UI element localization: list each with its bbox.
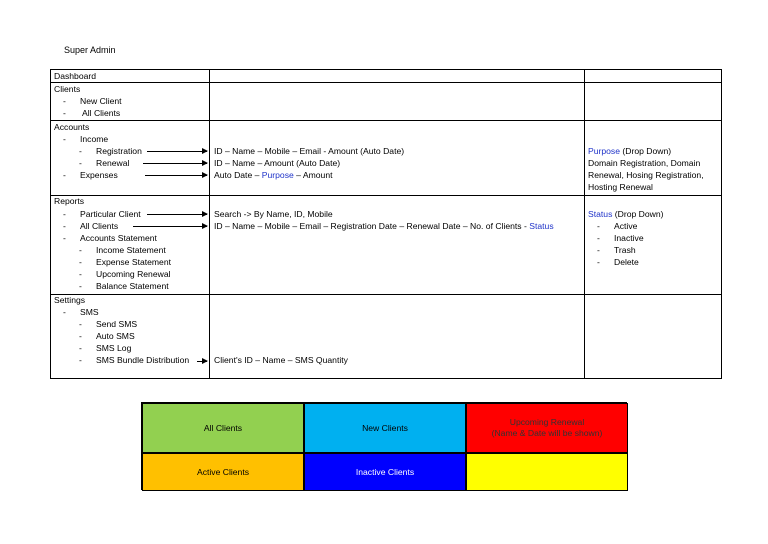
legend-new-clients (304, 403, 466, 453)
bullet: - (79, 245, 82, 255)
menu-particular-client[interactable]: Particular Client (80, 209, 141, 219)
legend-upcoming-renewal (466, 403, 628, 453)
menu-all-clients[interactable]: All Clients (82, 108, 121, 118)
bullet: - (63, 108, 66, 118)
color-legend (141, 402, 627, 490)
purpose-suffix: (Drop Down) (620, 146, 672, 156)
status-link[interactable]: Status (529, 221, 554, 231)
all-clients-prefix: ID – Name – Mobile – Email – Registration Date – Renewal Date – No. of Clients - (214, 221, 530, 231)
legend-inactive-clients (304, 453, 466, 491)
menu-upcoming-renewal[interactable]: Upcoming Renewal (96, 269, 171, 279)
row-divider (51, 195, 721, 196)
page-title: Super Admin (64, 45, 116, 55)
status-note (588, 208, 663, 220)
menu-sms-log[interactable]: SMS Log (96, 343, 132, 353)
column-divider (584, 70, 585, 378)
bullet: - (597, 245, 600, 255)
purpose-option-line: Domain Registration, Domain (588, 158, 701, 168)
bullet: - (63, 134, 66, 144)
row-divider (51, 82, 721, 83)
arrow-icon (197, 361, 207, 362)
bullet: - (79, 355, 82, 365)
purpose-word: Purpose (588, 146, 621, 156)
menu-clients[interactable]: Clients (54, 84, 81, 94)
sms-bundle-fields: Client's ID – Name – SMS Quantity (214, 355, 348, 365)
bullet: - (79, 146, 82, 156)
bullet: - (63, 233, 66, 243)
arrow-icon (147, 214, 207, 215)
purpose-note (588, 145, 671, 157)
status-word: Status (588, 209, 613, 219)
row-divider (51, 120, 721, 121)
expenses-fields (214, 169, 333, 181)
registration-fields: ID – Name – Mobile – Email - Amount (Auto Date) (214, 146, 405, 156)
status-option-delete: Delete (614, 257, 639, 267)
legend-all-clients-label: All Clients (203, 422, 243, 433)
bullet: - (79, 257, 82, 267)
menu-balance-statement[interactable]: Balance Statement (96, 281, 169, 291)
bullet: - (79, 269, 82, 279)
legend-inactive-clients-label: Inactive Clients (355, 466, 415, 477)
menu-accounts-statement[interactable]: Accounts Statement (80, 233, 157, 243)
menu-settings[interactable]: Settings (54, 295, 86, 305)
menu-sms[interactable]: SMS (80, 307, 99, 317)
row-divider (51, 294, 721, 295)
legend-new-clients-label: New Clients (362, 422, 408, 433)
legend-upcoming-renewal-note: (Name & Date will be shown) (491, 428, 603, 438)
menu-dashboard[interactable]: Dashboard (54, 71, 97, 81)
menu-accounts[interactable]: Accounts (54, 122, 90, 132)
purpose-option-line: Hosting Renewal (588, 182, 653, 192)
legend-all-clients (142, 403, 304, 453)
bullet: - (79, 158, 82, 168)
bullet: - (597, 221, 600, 231)
legend-active-clients-label: Active Clients (196, 466, 250, 477)
menu-renewal[interactable]: Renewal (96, 158, 130, 168)
menu-registration[interactable]: Registration (96, 146, 142, 156)
menu-expenses[interactable]: Expenses (80, 170, 118, 180)
bullet: - (597, 257, 600, 267)
bullet: - (63, 221, 66, 231)
menu-reports[interactable]: Reports (54, 196, 85, 206)
arrow-icon (147, 151, 207, 152)
menu-new-client[interactable]: New Client (80, 96, 122, 106)
legend-upcoming-renewal-label: Upcoming Renewal (509, 417, 585, 427)
menu-sms-bundle-distribution[interactable]: SMS Bundle Distribution (96, 355, 190, 365)
status-option-active: Active (614, 221, 638, 231)
bullet: - (63, 307, 66, 317)
renewal-fields: ID – Name – Amount (Auto Date) (214, 158, 341, 168)
menu-auto-sms[interactable]: Auto SMS (96, 331, 135, 341)
column-divider (209, 70, 210, 378)
bullet: - (79, 343, 82, 353)
expenses-prefix: Auto Date – (214, 170, 262, 180)
status-suffix: (Drop Down) (612, 209, 664, 219)
menu-income-statement[interactable]: Income Statement (96, 245, 166, 255)
particular-client-search: Search -> By Name, ID, Mobile (214, 209, 333, 219)
legend-empty (466, 453, 628, 491)
bullet: - (63, 209, 66, 219)
bullet: - (79, 281, 82, 291)
bullet: - (63, 170, 66, 180)
arrow-icon (133, 226, 207, 227)
sitemap-table (50, 69, 722, 379)
bullet: - (63, 96, 66, 106)
arrow-icon (143, 163, 207, 164)
arrow-icon (145, 175, 207, 176)
menu-report-all-clients[interactable]: All Clients (80, 221, 119, 231)
menu-expense-statement[interactable]: Expense Statement (96, 257, 172, 267)
status-option-inactive: Inactive (614, 233, 644, 243)
bullet: - (79, 331, 82, 341)
all-clients-fields (214, 220, 554, 232)
bullet: - (597, 233, 600, 243)
menu-income[interactable]: Income (80, 134, 109, 144)
bullet: - (79, 319, 82, 329)
purpose-option-line: Renewal, Hosing Registration, (588, 170, 704, 180)
purpose-link[interactable]: Purpose (261, 170, 294, 180)
legend-active-clients (142, 453, 304, 491)
expenses-suffix: – Amount (293, 170, 333, 180)
menu-send-sms[interactable]: Send SMS (96, 319, 138, 329)
status-option-trash: Trash (614, 245, 636, 255)
